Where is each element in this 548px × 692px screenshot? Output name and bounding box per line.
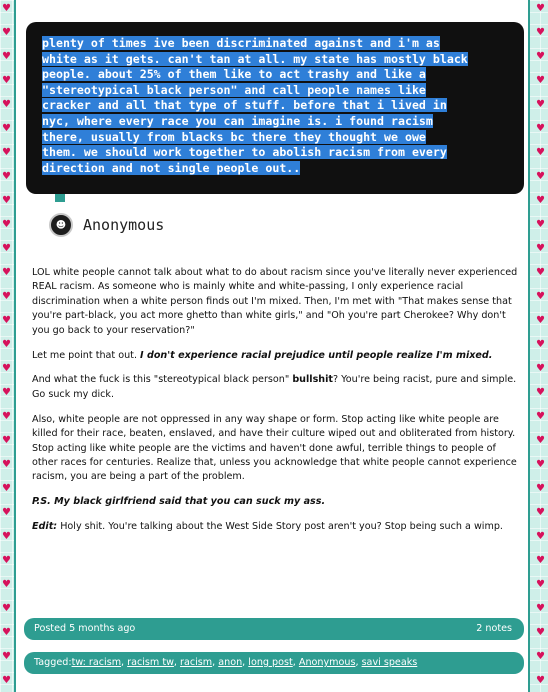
heart-icon: ♥ bbox=[2, 51, 11, 62]
heart-icon: ♥ bbox=[2, 627, 11, 638]
heart-icon: ♥ bbox=[2, 195, 11, 206]
tag-link[interactable]: tw: racism bbox=[71, 657, 122, 668]
heart-icon: ♥ bbox=[536, 99, 545, 110]
heart-icon: ♥ bbox=[2, 171, 11, 182]
answer-body bbox=[32, 266, 522, 545]
edit-label: Edit: bbox=[32, 521, 58, 533]
paragraph bbox=[32, 373, 522, 402]
heart-icon: ♥ bbox=[2, 3, 11, 14]
heart-icon: ♥ bbox=[2, 219, 11, 230]
heart-icon: ♥ bbox=[2, 555, 11, 566]
heart-icon: ♥ bbox=[536, 75, 545, 86]
heart-icon: ♥ bbox=[2, 123, 11, 134]
paragraph bbox=[32, 520, 522, 534]
heart-icon: ♥ bbox=[536, 363, 545, 374]
heart-icon: ♥ bbox=[536, 651, 545, 662]
heart-icon: ♥ bbox=[2, 651, 11, 662]
quote-line: "stereotypical black person" and call people names like bbox=[42, 82, 426, 97]
heart-icon: ♥ bbox=[536, 675, 545, 686]
heart-icon: ♥ bbox=[536, 555, 545, 566]
asker-row bbox=[49, 212, 164, 238]
quote-line: plenty of times ive been discriminated against and i'm as bbox=[42, 36, 440, 50]
heart-icon: ♥ bbox=[536, 195, 545, 206]
heart-icon: ♥ bbox=[2, 531, 11, 542]
heart-icon: ♥ bbox=[2, 315, 11, 326]
paragraph: LOL white people cannot talk about what to do about racism since you've literally never experienced REAL racism. As someone who is mainly white and white-passing, I only experience racial discrimination when a white person finds out I'm mixed. Then, I'm met with "That makes sense that you're part-black, you act more ghetto than white girls," and "Oh you're part Cherokee? Why don't you go back to your reservation?" bbox=[32, 267, 518, 336]
heart-icon: ♥ bbox=[536, 51, 545, 62]
quoted-message-box bbox=[26, 22, 524, 194]
heart-icon: ♥ bbox=[2, 267, 11, 278]
heart-icon: ♥ bbox=[2, 459, 11, 470]
anonymous-avatar-icon[interactable]: ☻ bbox=[49, 213, 73, 237]
heart-icon: ♥ bbox=[536, 411, 545, 422]
quote-line: cracker and all that type of stuff. before that i lived in bbox=[42, 98, 447, 113]
tag-link[interactable]: savi speaks bbox=[361, 657, 418, 668]
heart-icon: ♥ bbox=[2, 435, 11, 446]
text: Let me point that out. bbox=[32, 349, 141, 361]
quote-line: them. we should work together to abolish racism from every bbox=[42, 145, 447, 160]
heart-icon: ♥ bbox=[536, 171, 545, 182]
heart-icon: ♥ bbox=[2, 147, 11, 158]
heart-icon: ♥ bbox=[536, 435, 545, 446]
heart-icon: ♥ bbox=[536, 243, 545, 254]
heart-icon: ♥ bbox=[536, 339, 545, 350]
heart-icon: ♥ bbox=[2, 603, 11, 614]
text: Holy shit. You're talking about the West Side Story post aren't you? Stop being such a wimp. bbox=[57, 521, 503, 533]
quote-line: direction and not single people out.. bbox=[42, 160, 301, 175]
paragraph: Also, white people are not oppressed in any way shape or form. Stop acting like white people are killed for their race, beaten, enslaved, and have their culture wiped out and obliterated from history. Stop acting like white people are the victims and haven't done awful, terrible things to people of other races for centuries. Realize that, unless you acknowledge that white people cannot experience racism, you are being a part of the problem. bbox=[32, 413, 517, 483]
heart-icon: ♥ bbox=[2, 75, 11, 86]
heart-icon: ♥ bbox=[2, 387, 11, 398]
bold-text: bullshit bbox=[292, 374, 334, 386]
heart-icon: ♥ bbox=[536, 627, 545, 638]
emphasis-text: I don't experience racial prejudice until people realize I'm mixed. bbox=[140, 349, 493, 361]
posted-date-link[interactable]: Posted 5 months ago bbox=[34, 623, 136, 634]
heart-icon: ♥ bbox=[536, 147, 545, 158]
tag-link[interactable]: Anonymous bbox=[298, 657, 356, 668]
quote-line: white as it gets. can't tan at all. my state has mostly black bbox=[42, 51, 468, 66]
heart-icon: ♥ bbox=[536, 507, 545, 518]
heart-icon: ♥ bbox=[536, 603, 545, 614]
heart-icon: ♥ bbox=[2, 99, 11, 110]
heart-icon: ♥ bbox=[2, 675, 11, 686]
heart-icon: ♥ bbox=[2, 291, 11, 302]
heart-icon: ♥ bbox=[536, 267, 545, 278]
quote-line: nyc, where every race you can imagine is. i found racism bbox=[42, 113, 433, 128]
tags-bar: Tagged: tw: racism , racism tw , racism , anon , long post , Anonymous , savi speaks bbox=[24, 652, 524, 674]
heart-icon: ♥ bbox=[536, 483, 545, 494]
tag-link[interactable]: long post bbox=[248, 657, 293, 668]
heart-icon: ♥ bbox=[2, 363, 11, 374]
heart-icon: ♥ bbox=[536, 387, 545, 398]
quote-connector bbox=[55, 194, 65, 202]
postscript: P.S. My black girlfriend said that you can suck my ass. bbox=[32, 496, 326, 508]
heart-icon: ♥ bbox=[536, 315, 545, 326]
heart-icon: ♥ bbox=[536, 123, 545, 134]
text: ? You're being racist, pure and simple. Go suck my dick. bbox=[32, 374, 517, 400]
paragraph bbox=[32, 349, 522, 363]
tags-label: Tagged: bbox=[34, 657, 72, 668]
heart-icon: ♥ bbox=[2, 483, 11, 494]
left-heart-border bbox=[0, 0, 14, 692]
heart-icon: ♥ bbox=[2, 507, 11, 518]
tag-link[interactable]: anon bbox=[218, 657, 243, 668]
quote-line: there, usually from blacks bc there they thought we owe bbox=[42, 129, 426, 144]
text: And what the fuck is this "stereotypical black person" bbox=[32, 374, 293, 386]
heart-icon: ♥ bbox=[536, 291, 545, 302]
heart-icon: ♥ bbox=[2, 243, 11, 254]
heart-icon: ♥ bbox=[536, 459, 545, 470]
heart-icon: ♥ bbox=[2, 339, 11, 350]
asker-name: Anonymous bbox=[83, 216, 165, 234]
quote-line: people. about 25% of them like to act trashy and like a bbox=[42, 67, 426, 82]
tag-link[interactable]: racism bbox=[180, 657, 213, 668]
right-heart-border bbox=[534, 0, 548, 692]
post-container bbox=[14, 0, 530, 692]
heart-icon: ♥ bbox=[536, 579, 545, 590]
quoted-message-text bbox=[42, 36, 482, 176]
heart-icon: ♥ bbox=[2, 27, 11, 38]
heart-icon: ♥ bbox=[536, 531, 545, 542]
notes-count-link[interactable]: 2 notes bbox=[476, 623, 512, 634]
heart-icon: ♥ bbox=[536, 3, 545, 14]
heart-icon: ♥ bbox=[2, 579, 11, 590]
heart-icon: ♥ bbox=[536, 27, 545, 38]
heart-icon: ♥ bbox=[536, 219, 545, 230]
heart-icon: ♥ bbox=[2, 411, 11, 422]
tag-link[interactable]: racism tw bbox=[127, 657, 174, 668]
post-meta-bar bbox=[24, 618, 524, 640]
